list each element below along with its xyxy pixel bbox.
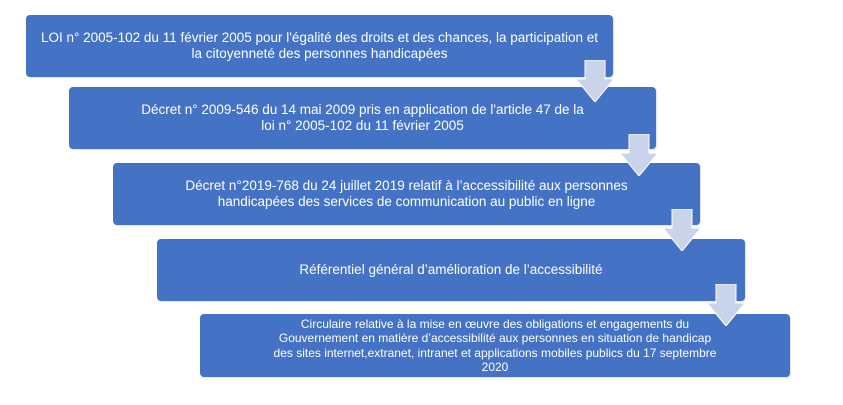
down-arrow-icon: [620, 134, 658, 176]
step-box-decret-2019: [113, 163, 700, 225]
step-text: Décret n°2019-768 du 24 juillet 2019 relatif à l’accessibilité aux personnes handicapées des services de communication au public en ligne: [185, 177, 628, 209]
step-box-circulaire: [200, 314, 790, 377]
down-arrow-icon: [663, 209, 701, 251]
step-text: Décret n° 2009-546 du 14 mai 2009 pris en application de l'article 47 de la loi n° 2005-102 du 11 février 2005: [141, 101, 584, 133]
down-arrow-icon: [576, 60, 614, 102]
down-arrow-icon: [707, 284, 745, 326]
step-text: LOI n° 2005-102 du 11 février 2005 pour l'égalité des droits et des chances, la participation et la citoyenneté des personnes handicapées: [40, 29, 599, 61]
step-box-referentiel: [157, 239, 745, 301]
step-box-decret-2009: [69, 87, 656, 149]
step-box-loi-2005: [26, 15, 613, 77]
step-text: Référentiel général d’amélioration de l’accessibilité: [299, 261, 603, 277]
step-text: Circulaire relative à la mise en œuvre des obligations et engagements du Gouvernement en matière d’accessibilité aux personnes en situation de handicap des sites internet,extranet, intranet et applications mobiles publics du 17 septembre 2020: [273, 317, 717, 374]
